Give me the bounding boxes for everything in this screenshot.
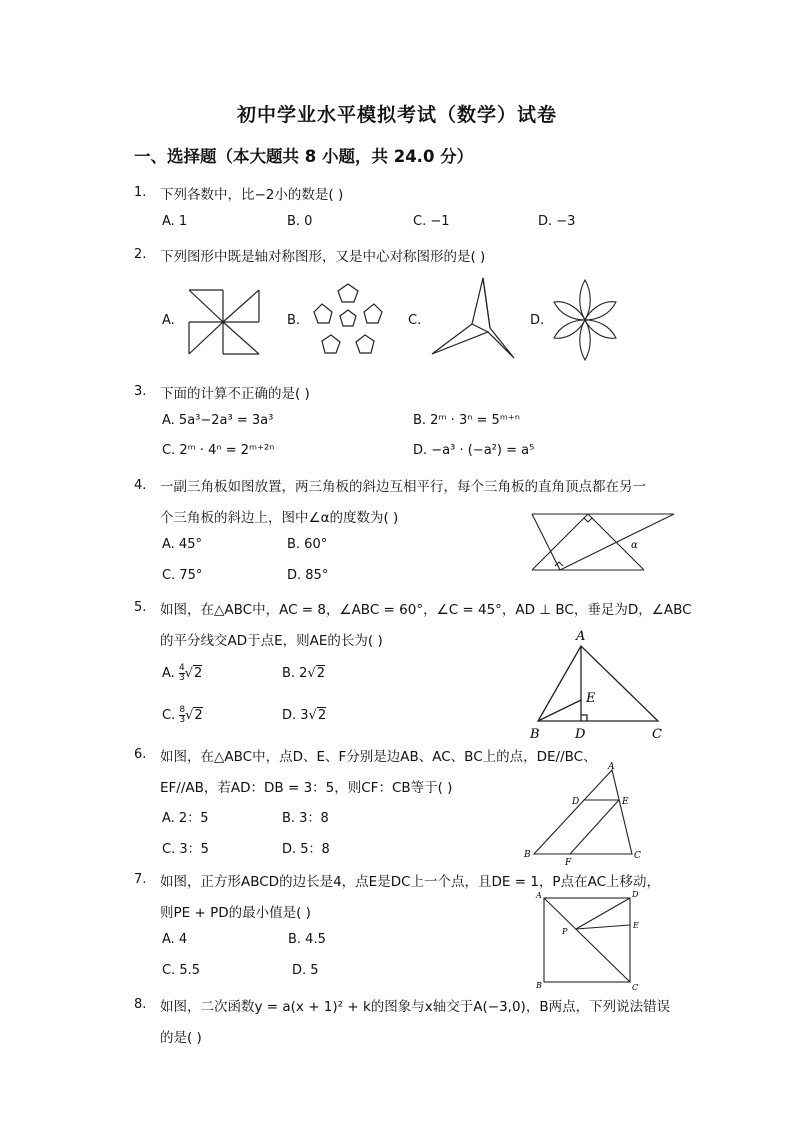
q3-number: 3. bbox=[134, 384, 147, 399]
q6-text-line1: 如图，在△ABC中，点D、E、F分别是边AB、AC、BC上的点，DE//BC、 bbox=[160, 749, 597, 765]
q7-label-d: D bbox=[632, 890, 639, 899]
q7-text-line2: 则PE + PD的最小值是( ) bbox=[160, 905, 311, 921]
q1-option-a: A. 1 bbox=[162, 214, 188, 229]
q7-figure-square bbox=[532, 888, 642, 992]
q7-label-c: C bbox=[632, 983, 639, 992]
q5-a-denominator: 3 bbox=[178, 673, 185, 683]
q1-option-d: D. −3 bbox=[538, 214, 576, 229]
q2-figure-c-star bbox=[428, 276, 520, 362]
q2-text: 下列图形中既是轴对称图形，又是中心对称图形的是( ) bbox=[160, 249, 486, 265]
q6-option-c: C. 3：5 bbox=[162, 842, 209, 857]
page-title: 初中学业水平模拟考试（数学）试卷 bbox=[236, 104, 557, 126]
q2-option-a: A. bbox=[162, 313, 175, 328]
q3-option-a: A. 5a³−2a³ = 3a³ bbox=[162, 413, 274, 428]
q7-option-d: D. 5 bbox=[292, 963, 319, 978]
q4-option-c: C. 75° bbox=[162, 568, 203, 583]
q5-option-b-value: B. 2 bbox=[282, 666, 308, 681]
q8-text-line2: 的是( ) bbox=[160, 1030, 202, 1046]
q1-option-b: B. 0 bbox=[287, 214, 313, 229]
q6-option-a: A. 2：5 bbox=[162, 811, 209, 826]
q4-alpha-label: α bbox=[631, 540, 638, 551]
q7-option-b: B. 4.5 bbox=[288, 932, 326, 947]
q6-label-f: F bbox=[565, 858, 572, 868]
q6-option-d: D. 5：8 bbox=[282, 842, 330, 857]
q5-label-e: E bbox=[586, 691, 596, 706]
q7-option-a: A. 4 bbox=[162, 932, 188, 947]
q6-label-b: B bbox=[524, 850, 531, 860]
q2-figure-a-pinwheel bbox=[185, 286, 265, 358]
q6-option-b: B. 3：8 bbox=[282, 811, 329, 826]
q5-option-d: D. 3√2 bbox=[282, 708, 327, 723]
q6-text-line2: EF//AB，若AD：DB = 3：5，则CF：CB等于( ) bbox=[160, 780, 453, 796]
q4-figure-triangles bbox=[528, 508, 676, 574]
q4-number: 4. bbox=[134, 478, 147, 493]
q2-number: 2. bbox=[134, 247, 147, 262]
q5-label-b: B bbox=[530, 727, 540, 742]
section-heading: 一、选择题（本大题共 8 小题，共 24.0 分） bbox=[134, 147, 474, 166]
q5-option-d-value: D. 3 bbox=[282, 708, 309, 723]
q5-option-a: A. $\frac{4}{3}$ √2 bbox=[162, 663, 203, 683]
q5-b-radicand: 2 bbox=[316, 666, 326, 681]
q5-figure-triangle bbox=[528, 626, 668, 742]
q1-text: 下列各数中，比−2小的数是( ) bbox=[160, 187, 344, 203]
q7-label-a: A bbox=[536, 891, 542, 900]
q4-option-b: B. 60° bbox=[287, 537, 328, 552]
q5-text-line1: 如图，在△ABC中，AC = 8，∠ABC = 60°，∠C = 45°，AD ⊥ BC，垂足为D，∠ABC bbox=[160, 602, 692, 618]
q4-option-a: A. 45° bbox=[162, 537, 202, 552]
q6-number: 6. bbox=[134, 747, 147, 762]
q5-a-radicand: 2 bbox=[193, 666, 203, 681]
q7-label-b: B bbox=[536, 981, 542, 990]
q6-figure-triangle bbox=[522, 758, 652, 868]
q6-label-e: E bbox=[622, 797, 629, 807]
q5-option-c-letter: C. bbox=[162, 708, 176, 723]
q3-text: 下面的计算不正确的是( ) bbox=[160, 386, 310, 402]
q5-c-numerator: 8 bbox=[179, 705, 186, 715]
q1-option-c: C. −1 bbox=[413, 214, 450, 229]
q5-label-c: C bbox=[652, 727, 662, 742]
q8-text-line1: 如图，二次函数y = a(x + 1)² + k的图象与x轴交于A(−3,0)，B两点，下列说法错误 bbox=[160, 999, 671, 1015]
q3-option-b: B. 2ᵐ · 3ⁿ = 5ᵐ⁺ⁿ bbox=[413, 413, 520, 428]
q7-label-e: E bbox=[633, 921, 639, 930]
q5-d-radicand: 2 bbox=[317, 708, 327, 723]
q1-number: 1. bbox=[134, 185, 147, 200]
q6-label-d: D bbox=[572, 797, 580, 807]
q3-option-c: C. 2ᵐ · 4ⁿ = 2ᵐ⁺²ⁿ bbox=[162, 443, 275, 458]
q8-number: 8. bbox=[134, 997, 147, 1012]
q2-option-b: B. bbox=[287, 313, 301, 328]
q5-label-a: A bbox=[576, 629, 586, 644]
q5-option-a-letter: A. bbox=[162, 666, 175, 681]
q7-option-c: C. 5.5 bbox=[162, 963, 201, 978]
q5-text-line2: 的平分线交AD于点E，则AE的长为( ) bbox=[160, 633, 383, 649]
q5-number: 5. bbox=[134, 600, 147, 615]
q5-c-denominator: 3 bbox=[179, 715, 186, 725]
q2-figure-d-flower bbox=[550, 278, 620, 362]
q2-figure-b-pentagons bbox=[308, 280, 388, 362]
q3-option-d: D. −a³ · (−a²) = a⁵ bbox=[413, 443, 535, 458]
q5-c-radicand: 2 bbox=[194, 708, 203, 723]
q4-option-d: D. 85° bbox=[287, 568, 329, 583]
q4-text-line1: 一副三角板如图放置，两三角板的斜边互相平行，每个三角板的直角顶点都在另一 bbox=[160, 479, 646, 495]
q2-option-d: D. bbox=[530, 313, 545, 328]
q5-a-numerator: 4 bbox=[178, 663, 185, 673]
q5-option-b: B. 2√2 bbox=[282, 666, 326, 681]
q4-text-line2: 个三角板的斜边上，图中∠α的度数为( ) bbox=[160, 510, 399, 526]
q6-label-c: C bbox=[634, 851, 641, 861]
q5-option-c: C. $\frac{8}{3}$ √2 bbox=[162, 705, 203, 725]
q7-label-p: P bbox=[562, 927, 568, 936]
q2-option-c: C. bbox=[408, 313, 422, 328]
q7-number: 7. bbox=[134, 872, 147, 887]
q6-label-a: A bbox=[608, 762, 615, 772]
q5-label-d: D bbox=[575, 727, 586, 742]
q7-text-line1: 如图，正方形ABCD的边长是4，点E是DC上一个点，且DE = 1，P点在AC上移动， bbox=[160, 874, 660, 890]
